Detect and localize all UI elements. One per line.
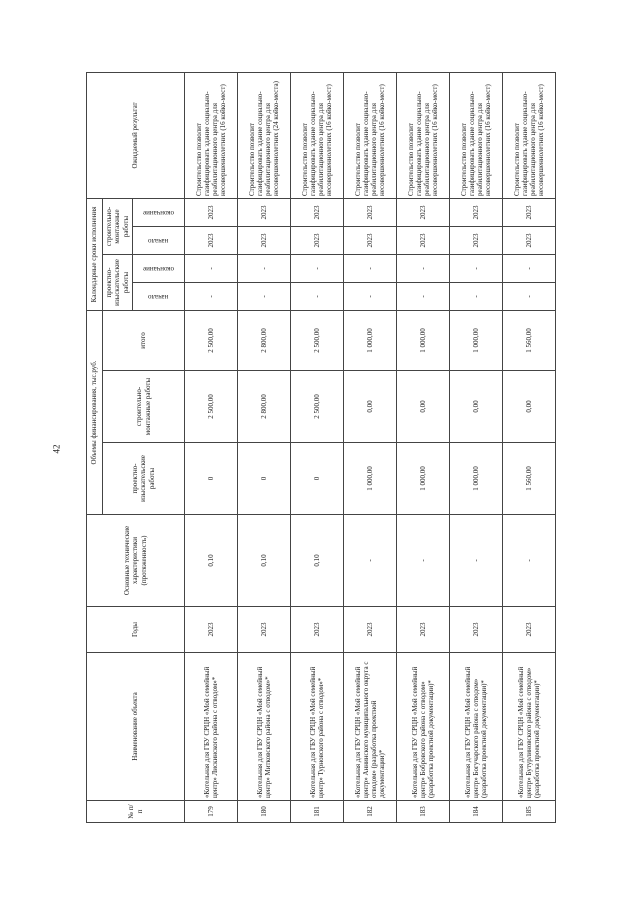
cell-smr: 2 500,00 [291,371,344,443]
cell-smr: 2 500,00 [185,371,238,443]
cell-num: 182 [344,801,397,823]
cell-smr-start: 2023 [503,227,556,255]
table-row [344,72,397,822]
cell-smr-end: 2023 [238,198,291,226]
cell-result: Строительство позволит газифицировать здание социально-реабилитационного центра для несовершеннолетних (16 койко-мест) [291,72,344,198]
cell-result: Строительство позволит газифицировать здание социально-реабилитационного центра для несовершеннолетних (24 койко-места) [238,72,291,198]
cell-tech: - [503,515,556,607]
cell-smr-end: 2023 [450,198,503,226]
header-num: № п/п [87,801,185,823]
cell-year: 2023 [238,607,291,653]
page-number: 42 [51,444,62,454]
table-row [291,72,344,822]
cell-year: 2023 [397,607,450,653]
header-years: Годы [87,607,185,653]
cell-pir-start: - [450,283,503,311]
cell-smr-end: 2023 [291,198,344,226]
cell-smr-end: 2023 [397,198,450,226]
cell-tech: 0,10 [238,515,291,607]
cell-year: 2023 [185,607,238,653]
cell-pir: 0 [185,443,238,515]
cell-smr-start: 2023 [238,227,291,255]
cell-smr-end: 2023 [185,198,238,226]
table-row [503,72,556,822]
rotated-table-wrapper [86,73,556,823]
cell-pir-end: - [291,255,344,283]
cell-name: «Котельная для ГБУ СРЦН «Мой семейный центр» Турновского района с отводом»* [291,653,344,801]
cell-pir-start: - [503,283,556,311]
cell-tech: - [344,515,397,607]
cell-tech: - [450,515,503,607]
table-row [450,72,503,822]
cell-num: 183 [397,801,450,823]
cell-pir-end: - [344,255,397,283]
cell-pir-start: - [344,283,397,311]
header-pir-end: окончание [133,255,185,283]
cell-pir: 0 [291,443,344,515]
header-smr-start: начало [133,227,185,255]
cell-name: «Котельная для ГБУ СРЦН «Мой семейный центр» Богучарского района с отводом» (разработка проектной документации)* [450,653,503,801]
cell-year: 2023 [450,607,503,653]
cell-smr: 0,00 [450,371,503,443]
cell-pir: 0 [238,443,291,515]
cell-pir-start: - [397,283,450,311]
cell-smr-start: 2023 [450,227,503,255]
cell-pir-start: - [291,283,344,311]
cell-pir-start: - [238,283,291,311]
cell-smr-start: 2023 [291,227,344,255]
table-row [397,72,450,822]
header-sched-pir: проектно-изыскательские работы [103,255,133,311]
header-pir-start: начало [133,283,185,311]
table-row [238,72,291,822]
cell-smr-start: 2023 [185,227,238,255]
cell-smr-end: 2023 [503,198,556,226]
cell-pir: 1 000,00 [344,443,397,515]
cell-tech: 0,10 [291,515,344,607]
cell-total: 1 560,00 [503,311,556,371]
cell-pir-end: - [238,255,291,283]
cell-pir: 1 000,00 [450,443,503,515]
cell-num: 184 [450,801,503,823]
cell-smr: 0,00 [344,371,397,443]
cell-smr: 0,00 [397,371,450,443]
cell-tech: - [397,515,450,607]
cell-smr-start: 2023 [397,227,450,255]
cell-pir-end: - [503,255,556,283]
cell-year: 2023 [291,607,344,653]
cell-pir: 1 560,00 [503,443,556,515]
cell-year: 2023 [503,607,556,653]
cell-pir: 1 000,00 [397,443,450,515]
cell-total: 1 000,00 [450,311,503,371]
cell-result: Строительство позволит газифицировать здание социально-реабилитационного центра для несовершеннолетних (16 койко-мест) [344,72,397,198]
objects-table [86,72,556,823]
cell-total: 2 500,00 [291,311,344,371]
cell-num: 185 [503,801,556,823]
header-finance: Объемы финансирования, тыс.руб. [87,311,103,515]
cell-num: 180 [238,801,291,823]
cell-num: 179 [185,801,238,823]
cell-name: «Котельная для ГБУ СРЦН «Мой семейный центр» Митковского района с отводом»* [238,653,291,801]
header-fin-smr: строительно-монтажные работы [103,371,185,443]
cell-pir-end: - [185,255,238,283]
cell-total: 2 800,00 [238,311,291,371]
cell-name: «Котельная для ГБУ СРЦН «Мой семейный центр» Бобровского района с отводом» (разработка проектной документации)* [397,653,450,801]
cell-pir-end: - [397,255,450,283]
header-schedule: Календарные сроки исполнения [87,198,103,310]
cell-smr-end: 2023 [344,198,397,226]
cell-name: «Котельная для ГБУ СРЦН «Мой семейный центр» Лискинского района с отводом»* [185,653,238,801]
cell-result: Строительство позволит газифицировать здание социально-реабилитационного центра для несовершеннолетних (16 койко-мест) [185,72,238,198]
cell-name: «Котельная для ГБУ СРЦН «Мой семейный центр» Аннинского муниципального округа с отводом» (разработка проектной документации)* [344,653,397,801]
cell-result: Строительство позволит газифицировать здание социально-реабилитационного центра для несовершеннолетних (16 койко-мест) [397,72,450,198]
header-fin-pir: проектно-изыскательские работы [103,443,185,515]
cell-pir-end: - [450,255,503,283]
table-body [185,72,556,822]
table-row [185,72,238,822]
cell-smr-start: 2023 [344,227,397,255]
cell-smr: 0,00 [503,371,556,443]
cell-result: Строительство позволит газифицировать здание социально-реабилитационного центра для несовершеннолетних (16 койко-мест) [503,72,556,198]
cell-result: Строительство позволит газифицировать здание социально-реабилитационного центра для несовершеннолетних (16 койко-мест) [450,72,503,198]
cell-total: 2 500,00 [185,311,238,371]
cell-name: «Котельная для ГБУ СРЦН «Мой семейный центр» Бутурлиновского района с отводом» (разработка проектной документации)* [503,653,556,801]
header-result: Ожидаемый результат [87,72,185,198]
header-fin-total: итого [103,311,185,371]
header-smr-end: окончание [133,198,185,226]
cell-total: 1 000,00 [344,311,397,371]
header-tech: Основные технические характеристики (протяженность) [87,515,185,607]
header-name: Наименование объекта [87,653,185,801]
cell-year: 2023 [344,607,397,653]
cell-tech: 0,10 [185,515,238,607]
cell-num: 181 [291,801,344,823]
cell-total: 1 000,00 [397,311,450,371]
cell-smr: 2 800,00 [238,371,291,443]
header-sched-smr: строительно-монтажные работы [103,198,133,254]
cell-pir-start: - [185,283,238,311]
